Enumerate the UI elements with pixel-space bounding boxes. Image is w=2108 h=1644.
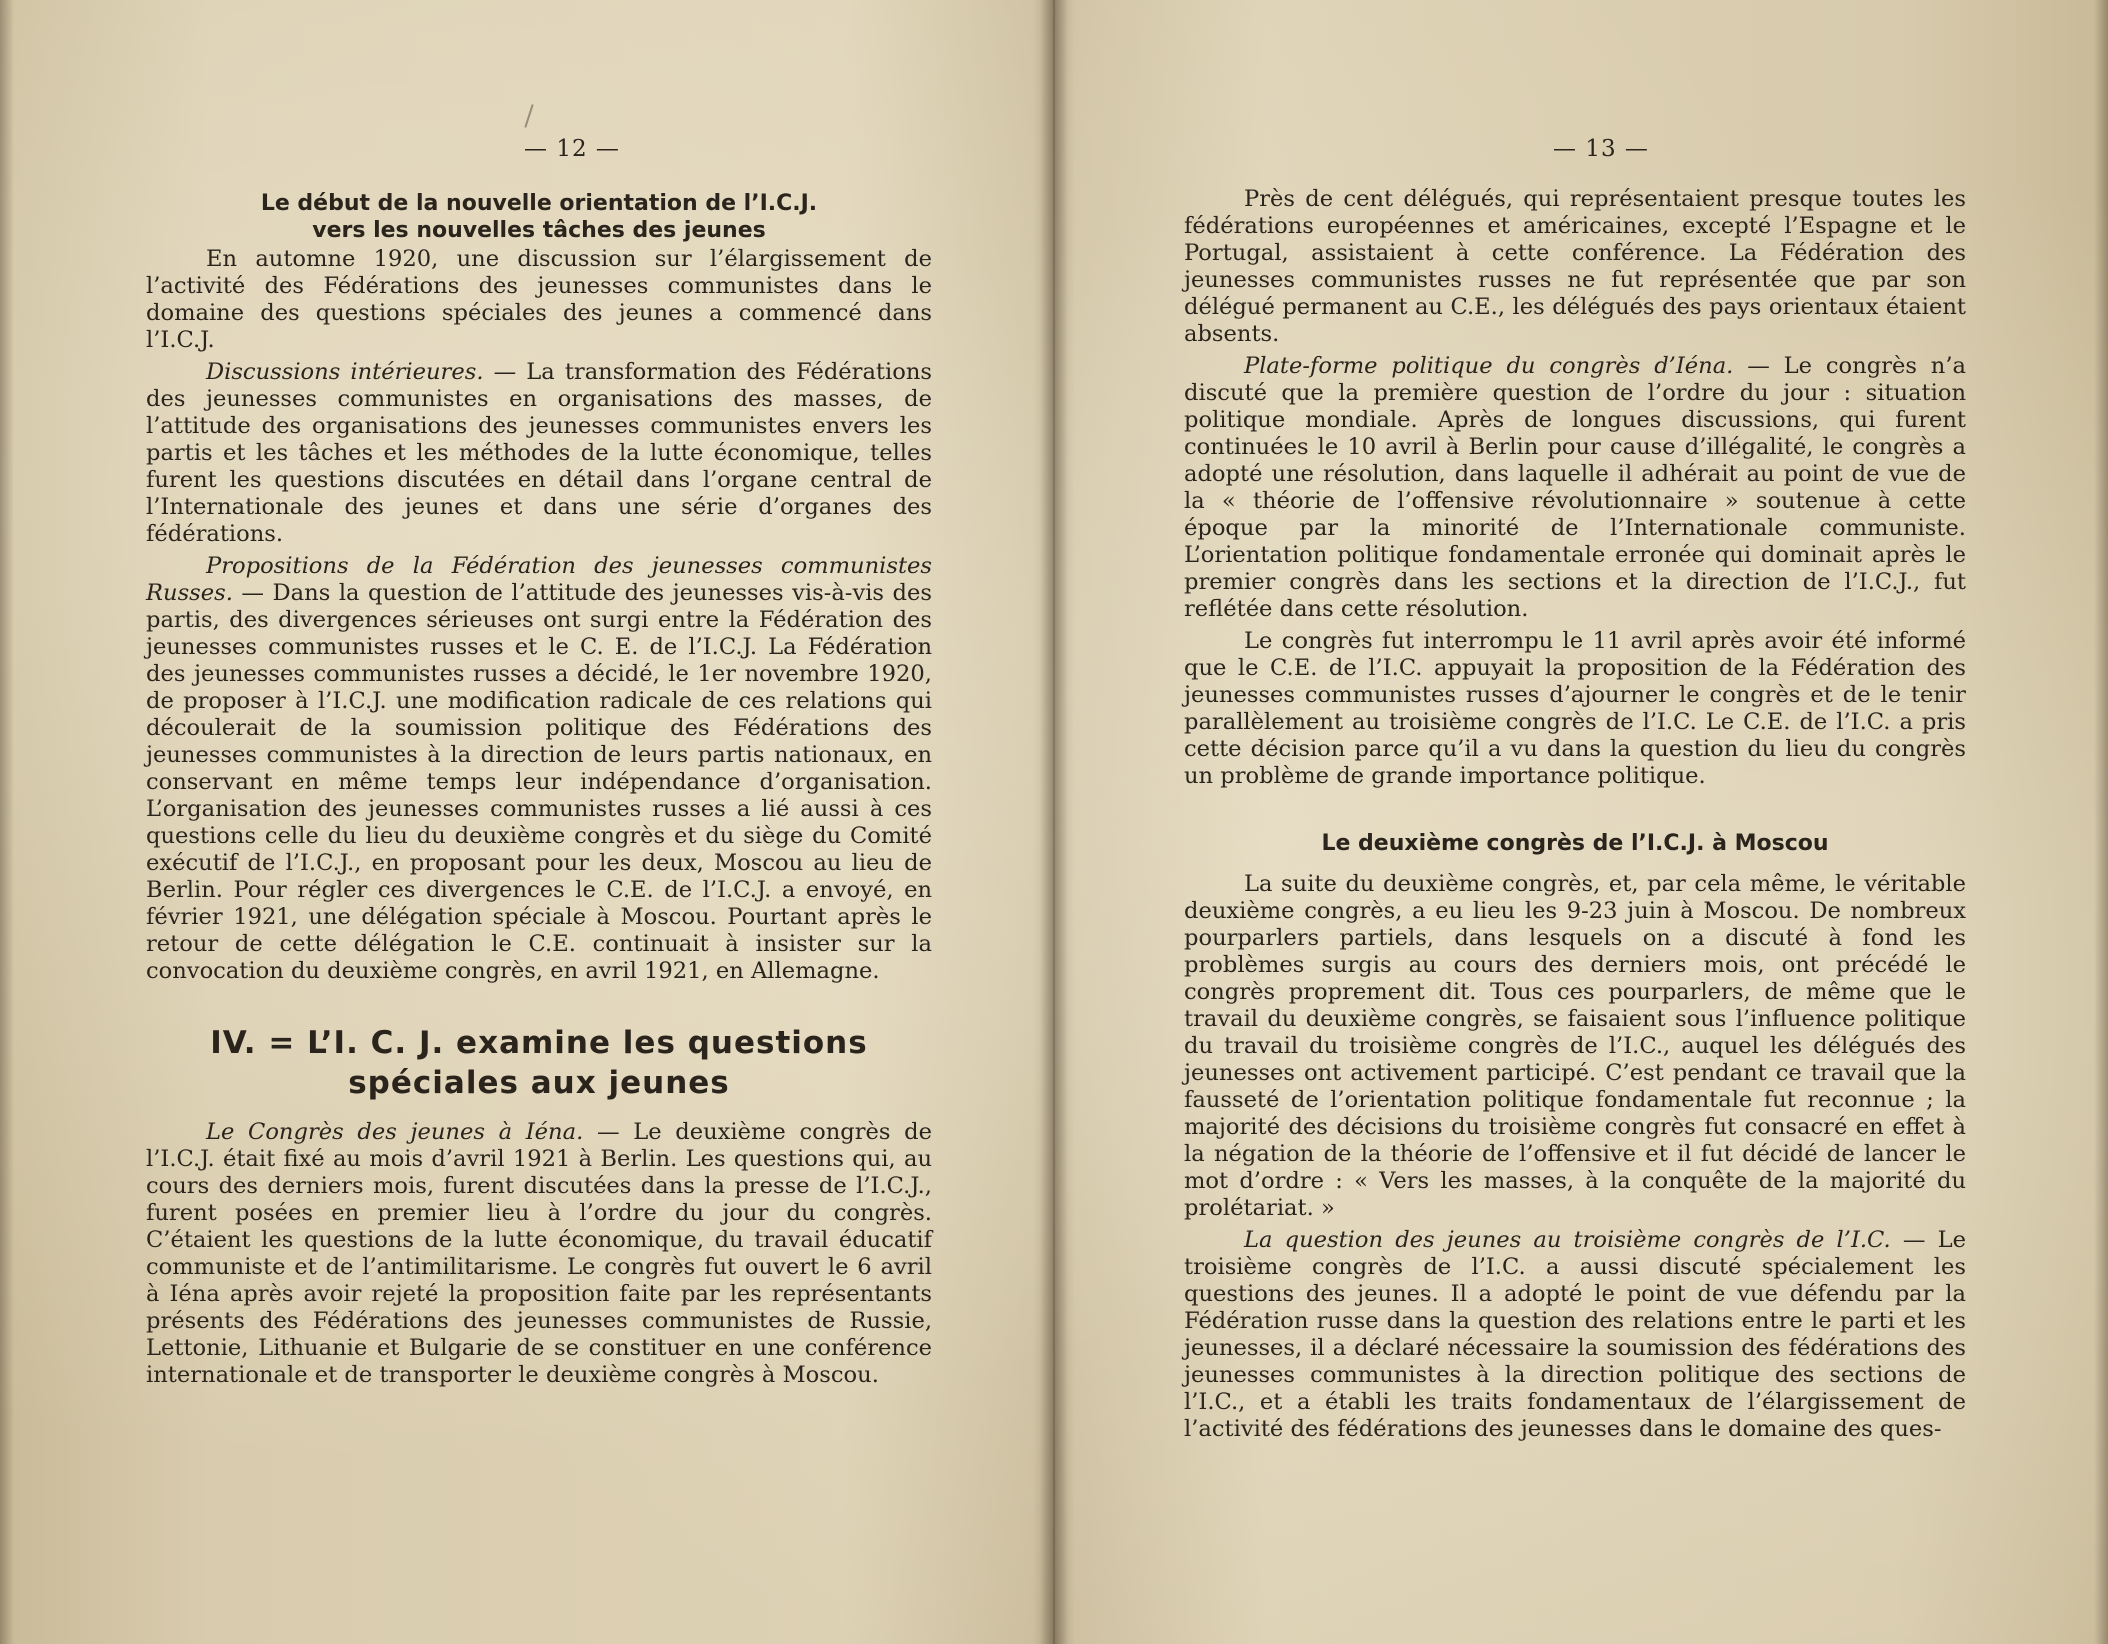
section-heading-orientation bbox=[146, 190, 932, 244]
paragraph-second-congress: La suite du deuxième congrès, et, par cela même, le véritable deuxième congrès, a eu lieu les 9-23 juin à Moscou. De nombreux pourparlers partiels, dans lesquels on a discuté à fond les problèmes surgis au cours des derniers mois, ont précédé le congrès proprement dit. Tous ces pourparlers, de même que le travail du deuxième congrès, se faisaient sous l’influence politique du travail du troisième congrès de l’I.C., auquel les délégués des jeunesses ont activement participé. C’est pendant ce travail que la fausseté de l’orientation politique fondamentale fut reconnue ; la majorité des décisions du troisième congrès fut consacré en effet à la négation de la théorie de l’offensive et il fut décidé de lancer le mot d’ordre : « Vers les masses, à la conquête de la majorité du prolétariat. » bbox=[1184, 871, 1966, 1221]
paragraph-discussions bbox=[146, 359, 932, 548]
chapter-heading-iv bbox=[146, 1023, 932, 1103]
right-text-column bbox=[1184, 186, 1966, 1443]
paragraph-body: — Le troisième congrès de l’I.C. a aussi discuté spécialement les questions des jeunes. Il a adopté le point de vue défendu par la Fédération russe dans la question des relations entre le parti et les jeunesses, il a déclaré nécessaire la soumission des fédérations des jeunesses communistes à la direction politique des sections de l’I.C., et a établi les traits fondamentaux de l’élargissement de l’activité des fédérations des jeunesses dans le domaine des ques- bbox=[1184, 1227, 1966, 1442]
chapter-line-2: spéciales aux jeunes bbox=[348, 1065, 730, 1101]
paragraph-delegates: Près de cent délégués, qui représentaient presque toutes les fédérations européennes et américaines, excepté l’Espagne et le Portugal, assistaient à cette conférence. La Fédération des jeunesses communistes russes ne fut représentée que par son délégué permanent au C.E., les délégués des pays orientaux étaient absents. bbox=[1184, 186, 1966, 347]
paragraph-lead: Le Congrès des jeunes à Iéna. bbox=[206, 1119, 584, 1145]
paragraph-lead: La question des jeunes au troisième congrès de l’I.C. bbox=[1244, 1227, 1891, 1253]
paragraph-propositions bbox=[146, 553, 932, 985]
paragraph-body: — La transformation des Fédérations des jeunesses communistes en organisations des masses, de l’attitude des organisations des jeunesses communistes envers les partis et les tâches et les méthodes de la lutte économique, telles furent les questions discutées en détail dans l’organe central de l’Internationale des jeunes et dans une série d’organes des fédérations. bbox=[146, 359, 932, 547]
pencil-mark bbox=[524, 104, 533, 127]
paragraph-interrupted: Le congrès fut interrompu le 11 avril après avoir été informé que le C.E. de l’I.C. appuyait la proposition de la Fédération des jeunesses communistes russes d’ajourner le congrès et de le tenir parallèlement au troisième congrès de l’I.C. Le C.E. de l’I.C. a pris cette décision parce qu’il a vu dans la question du lieu du congrès un problème de grande importance politique. bbox=[1184, 628, 1966, 789]
paragraph-body: — Le deuxième congrès de l’I.C.J. était fixé au mois d’avril 1921 à Berlin. Les questions qui, au cours des derniers mois, furent discutées dans la presse de l’I.C.J., furent posées en premier lieu à l’ordre du jour du congrès. C’étaient les questions de la lutte économique, du travail éducatif communiste et de l’antimilitarisme. Le congrès fut ouvert le 6 avril à Iéna après avoir rejeté la proposition faite par les représentants présents des Fédérations des jeunesses communistes de Russie, Lettonie, Lithuanie et Bulgarie de se constituer en une conférence internationale et de transporter le deuxième congrès à Moscou. bbox=[146, 1119, 932, 1388]
paragraph-body: — Dans la question de l’attitude des jeunesses vis-à-vis des partis, des divergences sérieuses ont surgi entre la Fédération des jeunesses communistes russes et le C. E. de l’I.C.J. La Fédération des jeunesses communistes russes a décidé, le 1er novembre 1920, de proposer à l’I.C.J. une modification radicale de ces relations qui découlerait de la soumission politique des Fédérations des jeunesses communistes à la direction de leurs partis nationaux, en conservant en même temps leur indépendance d’organisation. L’organisation des jeunesses communistes russes a lié aussi à ces questions celle du lieu du deuxième congrès et du siège du Comité exécutif de l’I.C.J., en proposant pour les deux, Moscou au lieu de Berlin. Pour régler ces divergences le C.E. de l’I.C.J. a envoyé, en février 1921, une délégation spéciale à Moscou. Pourtant après le retour de cette délégation le C.E. continuait à insister sur la convocation du deuxième congrès, en avril 1921, en Allemagne. bbox=[146, 580, 932, 984]
paragraph-iena-congress bbox=[146, 1119, 932, 1389]
heading-line-1: Le début de la nouvelle orientation de l’I.C.J. bbox=[260, 191, 818, 216]
paragraph-platform bbox=[1184, 353, 1966, 623]
paragraph-youth-question bbox=[1184, 1227, 1966, 1443]
paragraph-lead: Plate-forme politique du congrès d’Iéna. bbox=[1244, 353, 1734, 379]
paragraph-lead: Discussions intérieures. bbox=[206, 359, 484, 385]
chapter-line-1: IV. = L’I. C. J. examine les questions bbox=[210, 1025, 868, 1061]
right-page bbox=[1054, 0, 2108, 1644]
paragraph-body: — Le congrès n’a discuté que la première question de l’ordre du jour : situation politique mondiale. Après de longues discussions, qui furent continuées le 10 avril à Berlin pour cause d’illégalité, le congrès a adopté une résolution, dans laquelle il adhérait au point de vue de la « théorie de l’offensive révolutionnaire » soutenue à cette époque par la minorité de l’Internationale communiste. L’orientation politique fondamentale erronée qui dominait après le premier congrès dans les sections et la direction de l’I.C.J., fut reflétée dans cette résolution. bbox=[1184, 353, 1966, 622]
left-text-column bbox=[146, 190, 932, 1389]
paragraph-lead: Propositions de la Fédération des jeunesses communistes Russes. bbox=[146, 553, 932, 606]
section-heading-moscow: Le deuxième congrès de l’I.C.J. à Moscou bbox=[1321, 831, 1829, 856]
paragraph-autumn-1920: En automne 1920, une discussion sur l’élargissement de l’activité des Fédérations des jeunesses communistes dans le domaine des questions spéciales des jeunes a commencé dans l’I.C.J. bbox=[146, 246, 932, 353]
heading-line-2: vers les nouvelles tâches des jeunes bbox=[312, 218, 766, 243]
page-number-right: — 13 — bbox=[1553, 136, 1649, 162]
page-number-left: — 12 — bbox=[524, 136, 620, 162]
